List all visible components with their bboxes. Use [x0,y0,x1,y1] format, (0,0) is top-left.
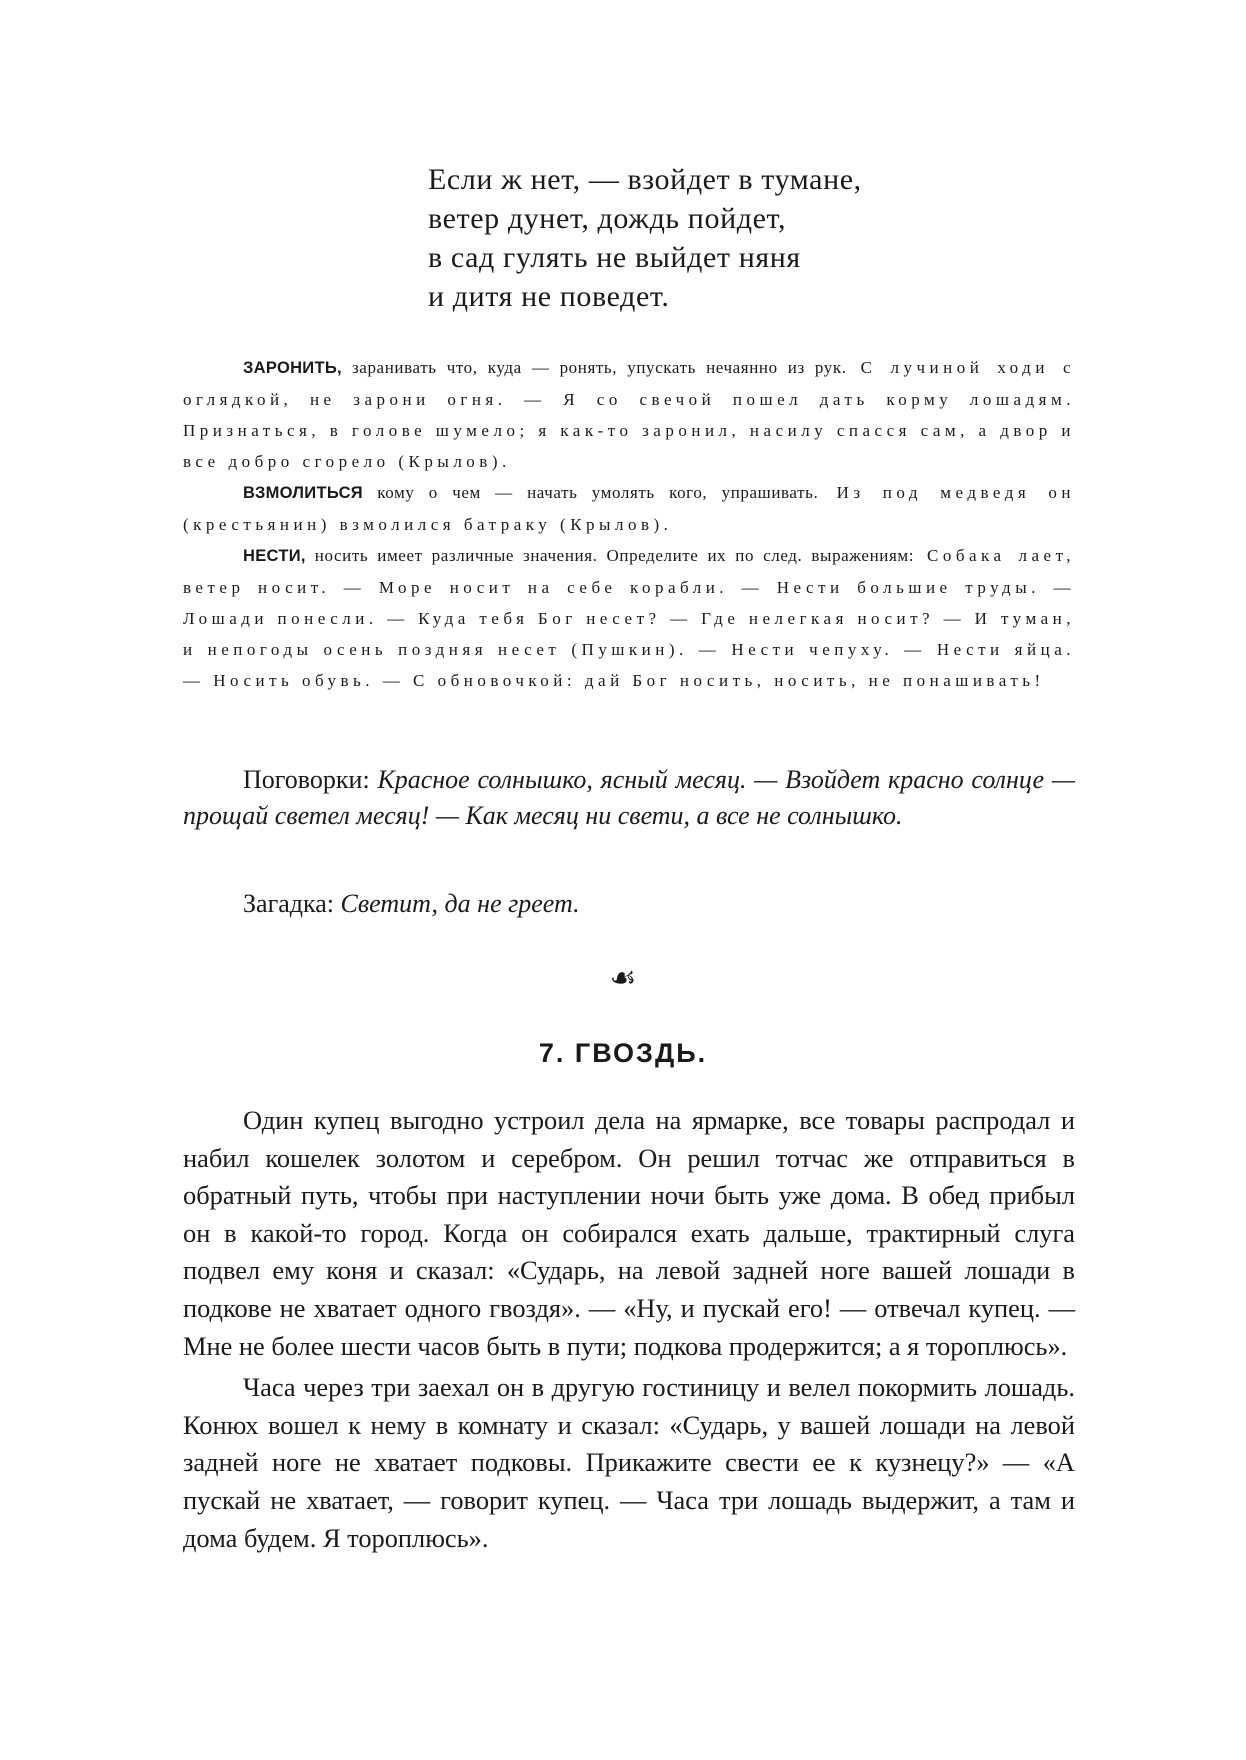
poem-stanza [428,160,948,316]
glossary-definition: кому о чем — начать умолять кого, упрашивать. [362,483,819,502]
glossary-definition: заранивать что, куда — ронять, упускать нечаянно из рук. [341,358,847,377]
sayings-paragraph [183,762,1075,834]
poem-line: в сад гулять не выйдет няня [428,241,801,274]
glossary-headword: НЕСТИ, [243,547,306,565]
glossary-examples: С лучиной ходи с оглядкой, не зарони огня. — Я со свечой пошел дать корму лошадям. Признаться, в голове шумело; я как-то заронил, насилу спасся сам, а двор и все добро сгорело (Крылов). [183,358,1075,471]
riddle-paragraph [183,886,1075,922]
glossary-headword: ЗАРОНИТЬ, [243,359,342,377]
story-text [183,1102,1075,1561]
poem-line: и дитя не поведет. [428,280,670,313]
glossary-definition: носить имеет различные значения. Определите их по след. выражениям: [305,546,915,565]
sayings-label: Поговорки: [243,765,370,794]
glossary-entry-nesti [183,540,1075,696]
story-paragraph: Один купец выгодно устроил дела на ярмарке, все товары распродал и набил кошелек золотом и серебром. Он решил тотчас же отправиться в обратный путь, чтобы при наступлении ночи быть уже дома. В обед прибыл он в какой-то город. Когда он собирался ехать дальше, трактирный слуга подвел ему коня и сказал: «Сударь, на левой задней ноге вашей лошади в подкове не хватает одного гвоздя». — «Ну, и пускай его! — отвечал купец. — Мне не более шести часов быть в пути; подкова продержится; а я тороплюсь». [183,1105,1075,1361]
glossary-examples: Собака лает, ветер носит. — Море носит на себе корабли. — Нести большие труды. — Лошади понесли. — Куда тебя Бог несет? — Где нелегкая носит? — И туман, и непогоды осень поздняя несет (Пушкин). — Нести чепуху. — Нести яйца. — Носить обувь. — С обновочкой: дай Бог носить, носить, не понашивать! [183,546,1075,690]
glossary-section [183,352,1075,696]
poem-line: Если ж нет, — взойдет в тумане, [428,163,862,196]
riddle-block [183,886,1075,922]
poem-line: ветер дунет, дождь пойдет, [428,202,787,235]
sayings-block [183,762,1075,834]
glossary-headword: ВЗМОЛИТЬСЯ [243,484,363,502]
chapter-title: 7. ГВОЗДЬ. [538,1038,708,1068]
riddle-label: Загадка: [243,889,334,918]
story-paragraph: Часа через три заехал он в другую гостиницу и велел покормить лошадь. Конюх вошел к нему в комнату и сказал: «Сударь, у вашей лошади на левой задней ноге не хватает подковы. Прикажите свести ее к кузнецу?» — «А пускай не хватает, — говорит купец. — Часа три лошадь выдержит, а там и дома будем. Я тороплюсь». [183,1372,1075,1553]
glossary-entry-vzmolitsya [183,477,1075,540]
glossary-entry-zaronit [183,352,1075,477]
glossary-examples: Из под медведя он (крестьянин) взмолился батраку (Крылов). [183,483,1076,534]
section-ornament-icon: ☙ [609,961,637,996]
riddle-text: Светит, да не греет. [334,889,580,918]
sayings-text: Красное солнышко, ясный месяц. — Взойдет красно солнце — прощай светел месяц! — Как месяц ни свети, а все не солнышко. [183,765,1075,830]
